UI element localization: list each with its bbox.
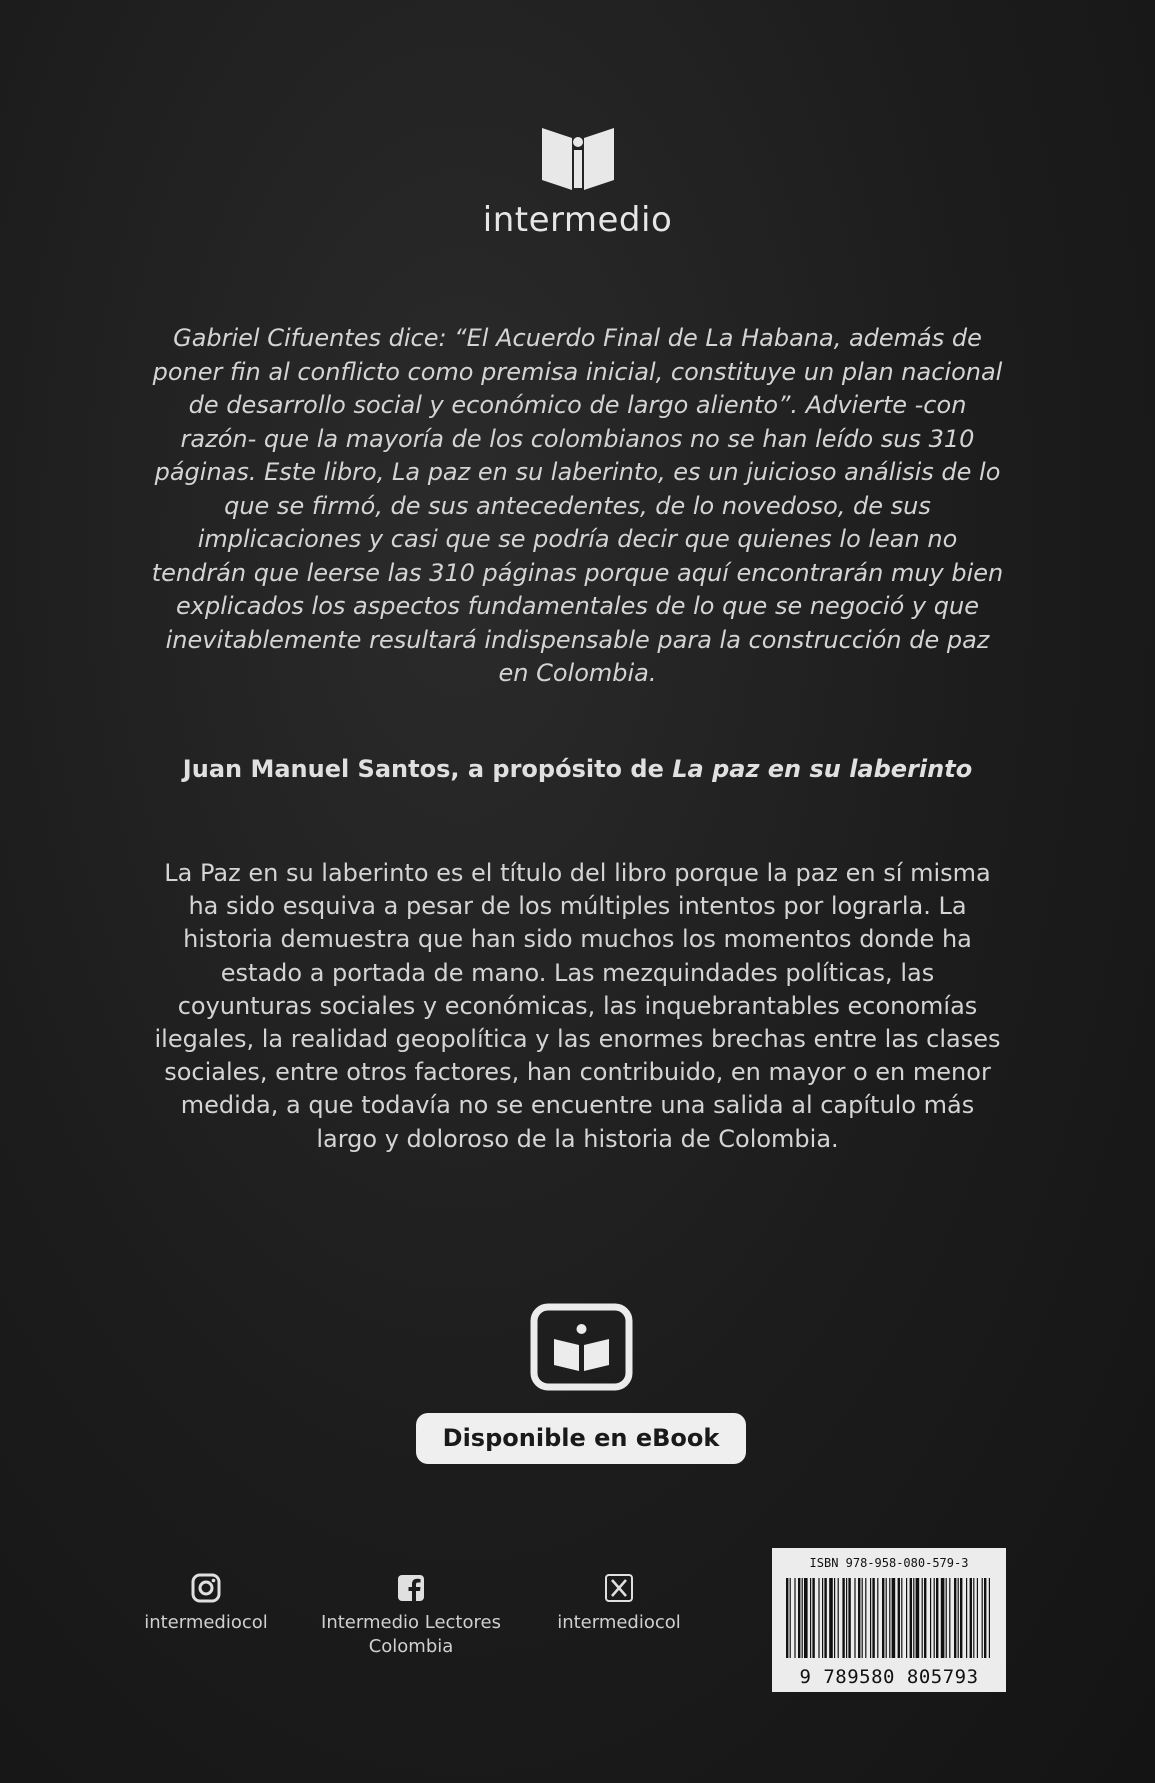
social-handle: Intermedio Lectores	[321, 1612, 501, 1633]
intermedio-logo-icon	[538, 120, 618, 194]
barcode-bar	[989, 1578, 990, 1658]
barcode-digits: 9 789580 805793	[799, 1666, 979, 1688]
isbn-barcode	[772, 1548, 1006, 1692]
social-facebook	[311, 1573, 511, 1659]
barcode-bar	[872, 1578, 874, 1658]
barcode-bar	[834, 1578, 835, 1658]
barcode-bar	[892, 1578, 896, 1658]
back-cover-quote: Gabriel Cifuentes dice: “El Acuerdo Final de La Habana, además de poner fin al conflicto como premisa inicial, constituye un plan nacional de desarrollo social y económico de largo aliento”. Advierte -con razón- que la mayoría de los colombianos no se han leído sus 310 páginas. Este libro, La paz en su laberinto, es un juicioso análisis de lo que se firmó, de sus antecedentes, de lo novedoso, de sus implicaciones y casi que se podría decir que quienes lo lean no tendrán que leerse las 310 páginas porque aquí encontrarán muy bien explicados los aspectos fundamentales de lo que se negoció y que inevitablemente resultará indispensable para la construcción de paz en Colombia.	[151, 324, 1004, 687]
attribution-prefix: Juan Manuel Santos, a propósito de	[182, 755, 673, 783]
barcode-bar	[865, 1578, 866, 1658]
open-book-icon	[530, 1303, 633, 1391]
isbn-label: ISBN 978-958-080-579-3	[809, 1556, 969, 1570]
publisher-name: intermedio	[482, 200, 673, 240]
barcode-bar	[970, 1578, 972, 1658]
barcode-bar	[810, 1578, 811, 1658]
barcode-bars	[786, 1578, 992, 1658]
ebook-badge: Disponible en eBook	[416, 1413, 746, 1464]
barcode-bar	[798, 1578, 800, 1658]
barcode-bar	[877, 1578, 878, 1658]
barcode-bar	[977, 1578, 978, 1658]
barcode-bar	[910, 1578, 912, 1658]
instagram-icon	[191, 1573, 221, 1603]
barcode-bar	[966, 1578, 967, 1658]
barcode-bar	[982, 1578, 983, 1658]
barcode-bar	[898, 1578, 900, 1658]
barcode-bar	[930, 1578, 931, 1658]
barcode-bar	[822, 1578, 823, 1658]
publisher-logo	[0, 120, 1155, 240]
barcode-bar	[802, 1578, 803, 1658]
social-handle: intermediocol	[144, 1612, 268, 1633]
barcode-bar	[901, 1578, 902, 1658]
barcode-bar	[829, 1578, 833, 1658]
quote-attribution	[150, 755, 1005, 783]
social-handle: intermediocol	[557, 1612, 681, 1633]
barcode-bar	[906, 1578, 907, 1658]
barcode-bar	[854, 1578, 855, 1658]
barcode-bar	[790, 1578, 791, 1658]
barcode-bar	[818, 1578, 819, 1658]
barcode-bar	[949, 1578, 950, 1658]
x-icon	[604, 1573, 634, 1603]
barcode-bar	[934, 1578, 935, 1658]
barcode-bar	[941, 1578, 945, 1658]
barcode-bar	[954, 1578, 956, 1658]
book-synopsis: La Paz en su laberinto es el título del libro porque la paz en sí misma ha sido esquiva a pesar de los múltiples intentos por lograrla. La historia demuestra que han sido muchos los momentos donde ha estado a portada de mano. Las mezquindades políticas, las coyunturas sociales y económicas, las inquebrantables economías ilegales, la realidad geopolítica y las enormes brechas entre las clases sociales, entre otros factores, han contribuido, en mayor o en menor medida, a que todavía no se encuentre una salida al capítulo más largo y doloroso de la historia de Colombia.	[154, 859, 1001, 1153]
barcode-bar	[862, 1578, 863, 1658]
barcode-bar	[924, 1578, 926, 1658]
barcode-bar	[946, 1578, 947, 1658]
barcode-bar	[889, 1578, 890, 1658]
barcode-bar	[913, 1578, 914, 1658]
barcode-bar	[858, 1578, 860, 1658]
barcode-bar	[922, 1578, 923, 1658]
barcode-bar	[886, 1578, 887, 1658]
barcode-bar	[984, 1578, 986, 1658]
barcode-bar	[848, 1578, 850, 1658]
barcode-bar	[958, 1578, 959, 1658]
barcode-bar	[973, 1578, 974, 1658]
attribution-book-title: La paz en su laberinto	[672, 755, 973, 783]
barcode-bar	[804, 1578, 808, 1658]
barcode-bar	[960, 1578, 962, 1658]
social-handle-line2: Colombia	[368, 1636, 454, 1657]
social-x	[539, 1573, 699, 1635]
barcode-bar	[936, 1578, 938, 1658]
barcode-bar	[870, 1578, 871, 1658]
barcode-bar	[916, 1578, 920, 1658]
barcode-bar	[882, 1578, 884, 1658]
barcode-bar	[842, 1578, 844, 1658]
social-instagram	[126, 1573, 286, 1635]
barcode-bar	[838, 1578, 839, 1658]
barcode-bar	[786, 1578, 788, 1658]
facebook-icon	[396, 1573, 426, 1603]
barcode-bar	[812, 1578, 814, 1658]
barcode-bar	[824, 1578, 826, 1658]
barcode-bar	[794, 1578, 795, 1658]
barcode-bar	[846, 1578, 847, 1658]
